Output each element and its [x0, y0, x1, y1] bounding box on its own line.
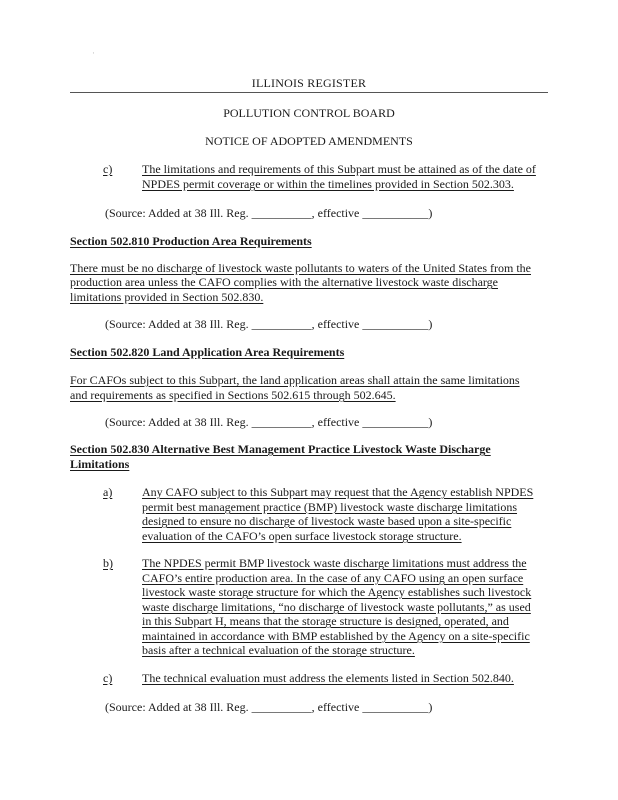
item-text-line: designed to ensure no discharge of livestock waste based upon a site-specific: [142, 514, 512, 528]
paragraph-line: and requirements as specified in Sections 502.615 through 502.645.: [70, 388, 396, 402]
source-note: (Source: Added at 38 Ill. Reg. __________, effective ___________): [105, 415, 433, 429]
item-label: c): [103, 671, 113, 685]
item-label: b): [103, 556, 113, 570]
item-label: a): [103, 485, 113, 499]
section-heading: Limitations: [70, 457, 130, 471]
source-note: (Source: Added at 38 Ill. Reg. __________, effective ___________): [105, 317, 433, 331]
board-name: POLLUTION CONTROL BOARD: [223, 106, 395, 120]
item-text-line: The limitations and requirements of this Subpart must be attained as of the date of: [142, 162, 536, 176]
item-text-line: waste discharge limitations, “no discharge of livestock waste pollutants,” as used: [142, 600, 531, 614]
source-note: (Source: Added at 38 Ill. Reg. __________, effective ___________): [105, 206, 433, 220]
source-note: (Source: Added at 38 Ill. Reg. __________, effective ___________): [105, 700, 433, 714]
section-heading: Section 502.810 Production Area Requirements: [70, 234, 312, 248]
paragraph-line: There must be no discharge of livestock waste pollutants to waters of the United States from the: [70, 261, 531, 275]
header-rule: [70, 92, 548, 93]
item-text-line: maintained in accordance with BMP established by the Agency on a site-specific: [142, 629, 530, 643]
item-text-line: NPDES permit coverage or within the timelines provided in Section 502.303.: [142, 177, 514, 191]
item-text-line: in this Subpart H, means that the storage structure is designed, operated, and: [142, 614, 509, 628]
item-text-line: The NPDES permit BMP livestock waste discharge limitations must address the: [142, 556, 527, 570]
item-text-line: permit best management practice (BMP) livestock waste discharge limitations: [142, 500, 518, 514]
notice-title: NOTICE OF ADOPTED AMENDMENTS: [205, 134, 413, 148]
item-text-line: evaluation of the CAFO’s open surface livestock storage structure.: [142, 529, 462, 543]
section-heading: Section 502.820 Land Application Area Requirements: [70, 345, 345, 359]
register-title: ILLINOIS REGISTER: [251, 76, 367, 90]
item-text-line: The technical evaluation must address the elements listed in Section 502.840.: [142, 671, 514, 685]
item-label: c): [103, 162, 113, 176]
scan-mark: ·: [92, 48, 95, 58]
section-heading: Section 502.830 Alternative Best Management Practice Livestock Waste Discharge: [70, 442, 491, 456]
paragraph-line: production area unless the CAFO complies with the alternative livestock waste discharge: [70, 275, 498, 289]
paragraph-line: For CAFOs subject to this Subpart, the land application areas shall attain the same limitations: [70, 373, 520, 387]
paragraph-line: limitations provided in Section 502.830.: [70, 290, 264, 304]
item-text-line: livestock waste storage structure for which the Agency establishes such livestock: [142, 585, 532, 599]
item-text-line: basis after a technical evaluation of the storage structure.: [142, 643, 415, 657]
item-text-line: Any CAFO subject to this Subpart may request that the Agency establish NPDES: [142, 485, 534, 499]
item-text-line: CAFO’s entire production area. In the case of any CAFO using an open surface: [142, 571, 524, 585]
